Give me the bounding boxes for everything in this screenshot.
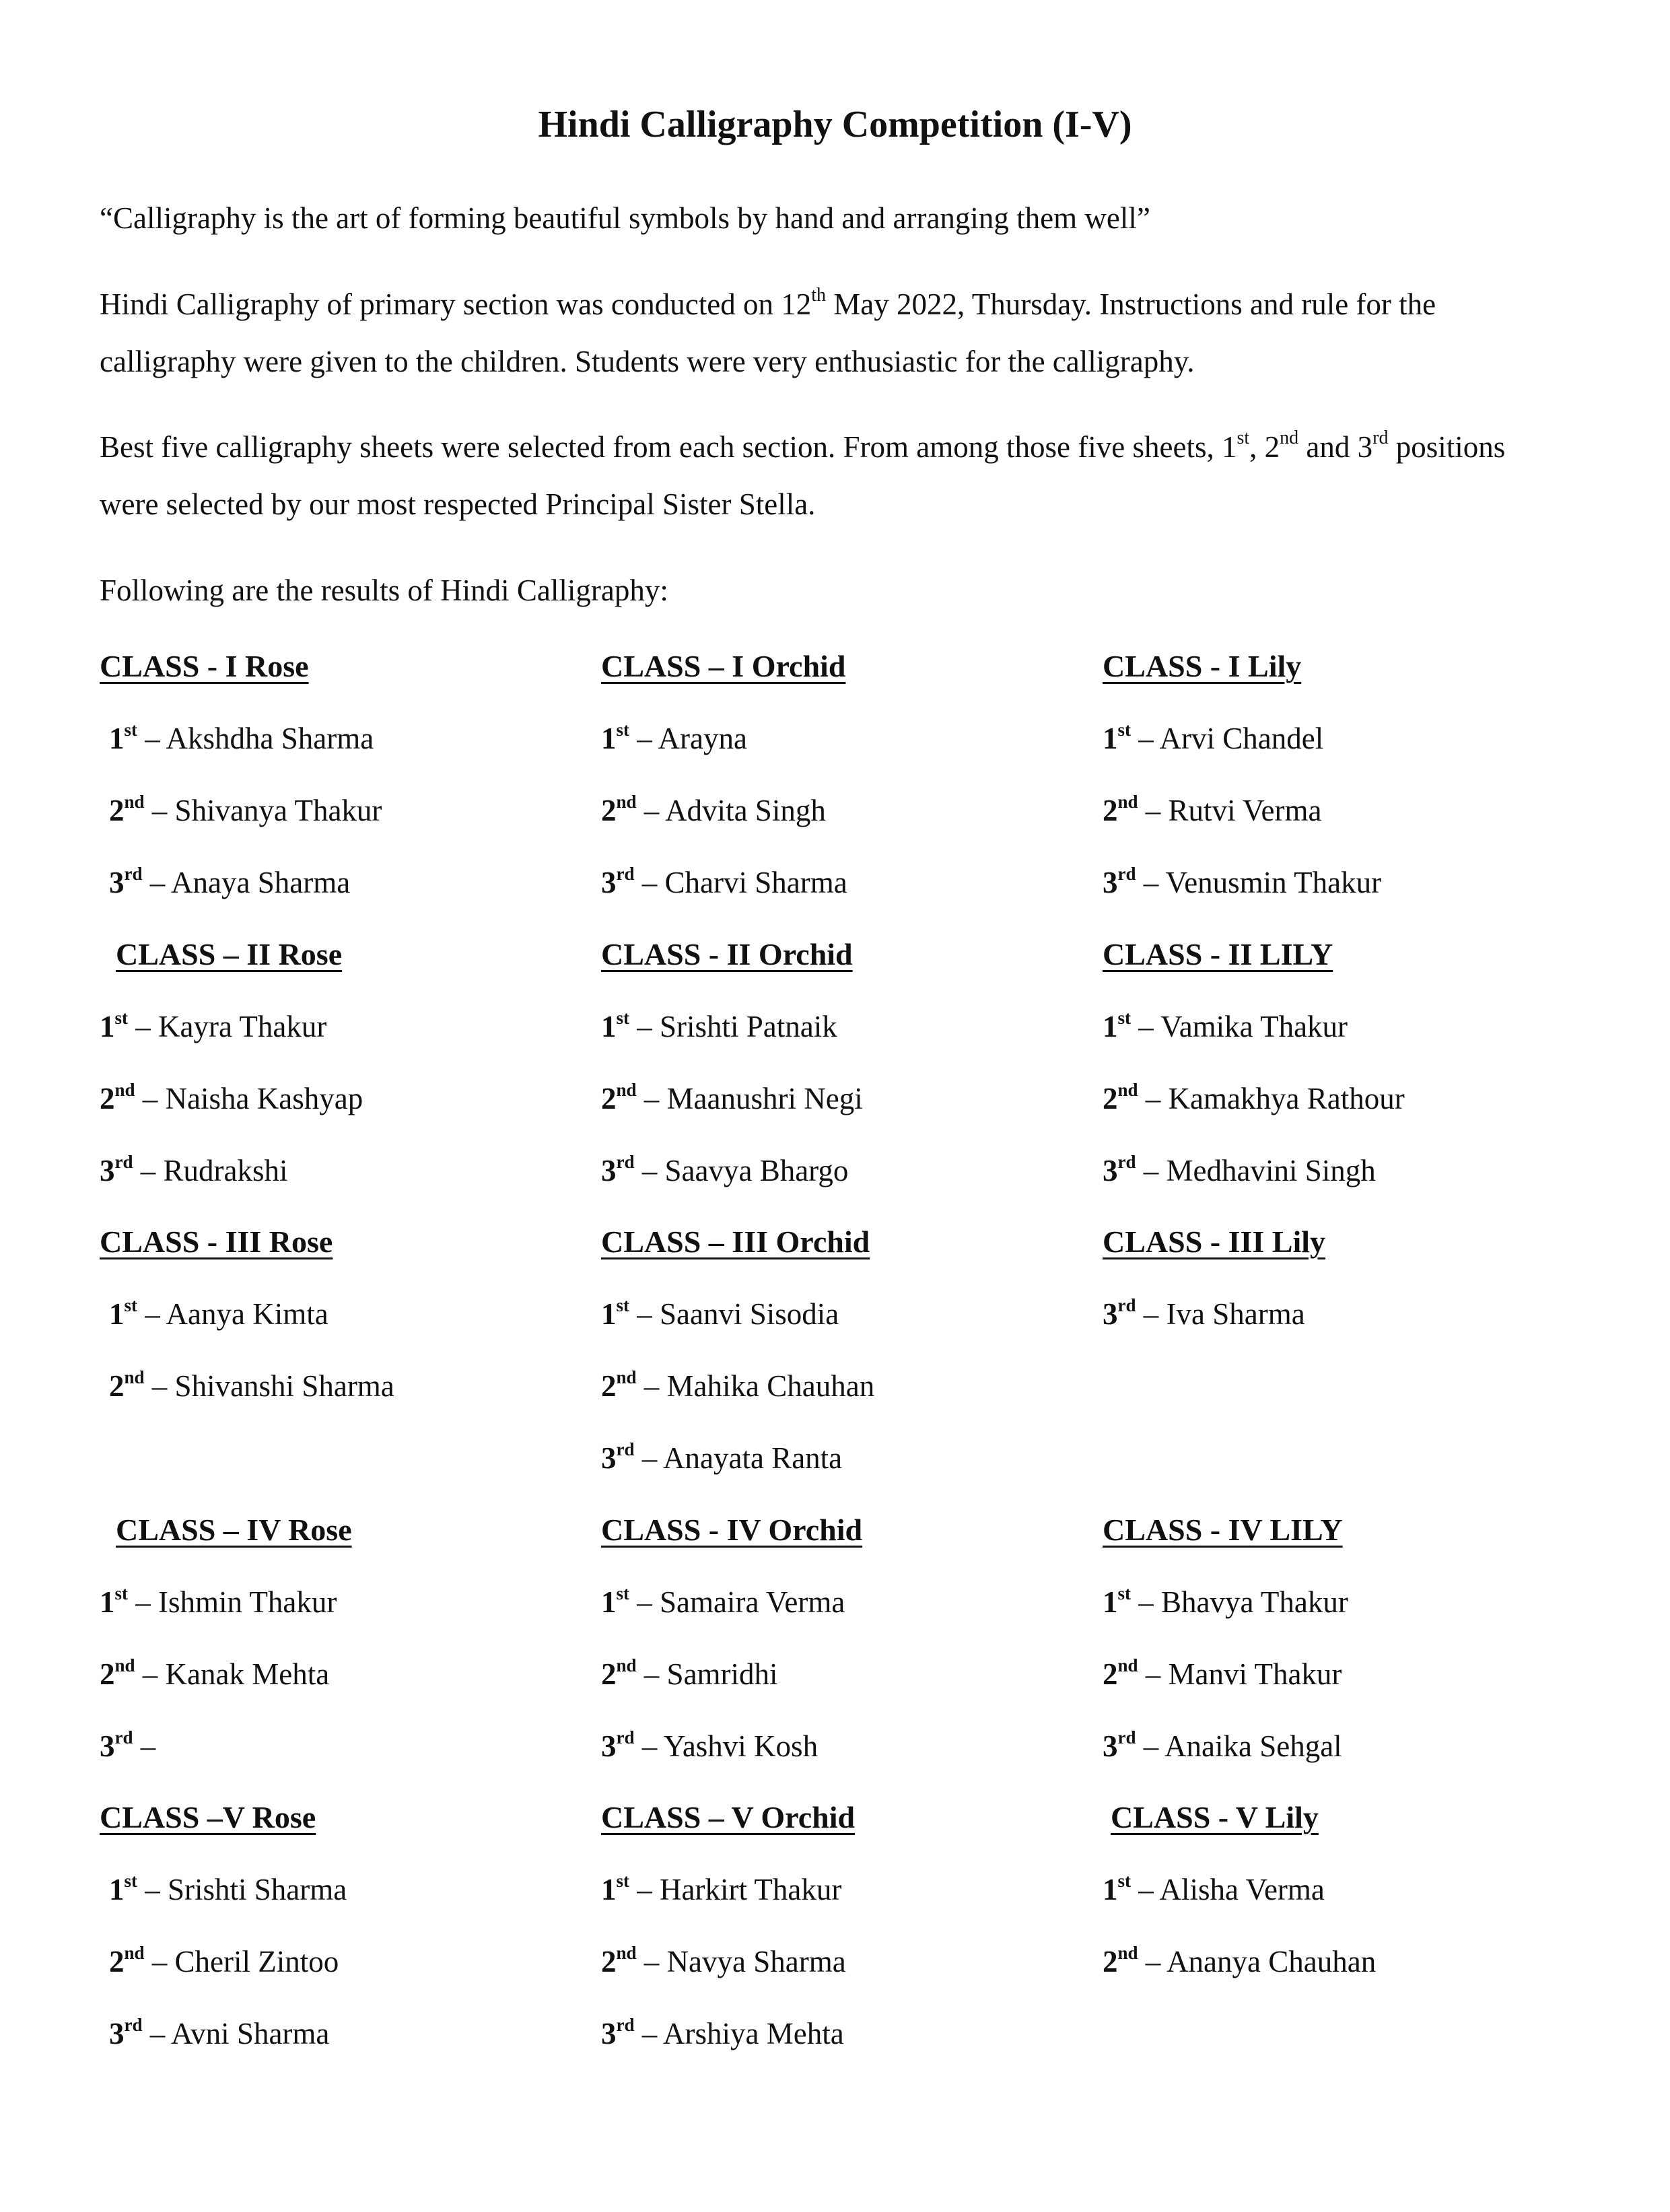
position-number: 2 (601, 794, 617, 827)
class-heading: CLASS - II Orchid (601, 937, 853, 971)
student-name: – Rudrakshi (140, 1154, 288, 1187)
position-suffix: nd (616, 1943, 637, 1963)
result-entry (601, 1000, 837, 1053)
selection-paragraph (100, 419, 1567, 533)
position-number: 1 (1103, 1873, 1118, 1906)
student-name: – Avni Sharma (149, 2017, 330, 2050)
student-name: – Iva Sharma (1143, 1297, 1305, 1331)
result-entry (1103, 1575, 1348, 1629)
student-name: – Manvi Thakur (1145, 1657, 1342, 1691)
third-suffix: rd (1372, 427, 1389, 448)
result-entry (601, 856, 847, 909)
selection-text-d: positions were selected by our most respected Principal Sister Stella. (100, 430, 1506, 521)
position-suffix: nd (114, 1655, 135, 1675)
position-suffix: rd (616, 864, 635, 884)
position-number: 2 (1103, 794, 1118, 827)
position-number: 1 (601, 1010, 617, 1043)
result-entry (1103, 1000, 1348, 1053)
position-number: 3 (601, 1729, 617, 1763)
student-name: – Saanvi Sisodia (637, 1297, 839, 1331)
result-entry (100, 1144, 288, 1198)
student-name: – Navya Sharma (643, 1945, 846, 1978)
position-number: 3 (1103, 1729, 1118, 1763)
result-entry (601, 1575, 845, 1629)
result-entry (109, 712, 374, 765)
student-name: – Harkirt Thakur (637, 1873, 842, 1906)
position-number: 1 (100, 1585, 115, 1619)
date-suffix: th (811, 285, 827, 306)
student-name: – Vamika Thakur (1138, 1010, 1348, 1043)
position-number: 2 (601, 1945, 617, 1978)
student-name: – Maanushri Negi (643, 1082, 863, 1115)
result-entry (109, 1935, 339, 1989)
student-name: – (140, 1729, 156, 1763)
position-suffix: rd (124, 2015, 143, 2035)
position-number: 2 (109, 794, 125, 827)
second-suffix: nd (1280, 427, 1299, 448)
position-number: 2 (1103, 1657, 1118, 1691)
position-suffix: rd (124, 864, 143, 884)
student-name: – Ananya Chauhan (1145, 1945, 1377, 1978)
result-entry (109, 1287, 328, 1341)
position-suffix: nd (616, 1367, 637, 1387)
student-name: – Shivanya Thakur (151, 794, 382, 827)
result-entry (100, 1575, 337, 1629)
position-suffix: st (616, 1008, 629, 1028)
position-suffix: rd (1117, 864, 1136, 884)
quote-paragraph: “Calligraphy is the art of forming beautiful symbols by hand and arranging them well” (100, 201, 1150, 235)
class-heading: CLASS - V Lily (1111, 1800, 1319, 1834)
result-entry (601, 1287, 839, 1341)
position-suffix: st (124, 1871, 137, 1891)
position-number: 1 (601, 1873, 617, 1906)
position-suffix: st (1117, 1008, 1131, 1028)
selection-text-b: , 2 (1249, 430, 1280, 464)
position-number: 1 (109, 1297, 125, 1331)
position-number: 1 (100, 1010, 115, 1043)
result-entry (109, 784, 382, 837)
class-heading: CLASS - IV Orchid (601, 1513, 863, 1547)
position-number: 1 (601, 722, 617, 755)
student-name: – Mahika Chauhan (643, 1369, 875, 1403)
position-number: 2 (601, 1082, 617, 1115)
position-number: 1 (109, 722, 125, 755)
class-heading: CLASS – III Orchid (601, 1224, 870, 1259)
result-entry (1103, 1144, 1376, 1198)
student-name: – Medhavini Singh (1143, 1154, 1376, 1187)
result-entry (1103, 1935, 1376, 1989)
position-number: 3 (601, 1154, 617, 1187)
position-number: 3 (601, 866, 617, 899)
position-number: 3 (601, 1441, 617, 1475)
position-number: 1 (601, 1585, 617, 1619)
position-number: 1 (1103, 1010, 1118, 1043)
position-number: 2 (100, 1657, 115, 1691)
class-heading: CLASS - I Rose (100, 649, 309, 683)
position-suffix: st (124, 720, 137, 740)
intro-paragraph (100, 276, 1567, 390)
student-name: – Anaika Sehgal (1143, 1729, 1342, 1763)
student-name: – Shivanshi Sharma (151, 1369, 394, 1403)
class-heading: CLASS - I Lily (1103, 649, 1302, 683)
result-entry (100, 1072, 363, 1126)
position-suffix: st (1117, 1871, 1131, 1891)
class-heading: CLASS –V Rose (100, 1800, 316, 1834)
student-name: – Kamakhya Rathour (1145, 1082, 1405, 1115)
student-name: – Alisha Verma (1138, 1873, 1325, 1906)
student-name: – Kanak Mehta (142, 1657, 330, 1691)
first-suffix: st (1237, 427, 1250, 448)
result-entry (601, 1935, 846, 1989)
student-name: – Anaya Sharma (149, 866, 351, 899)
position-suffix: nd (124, 1367, 145, 1387)
position-number: 1 (1103, 1585, 1118, 1619)
student-name: – Charvi Sharma (641, 866, 847, 899)
class-heading: CLASS - II LILY (1103, 937, 1333, 971)
position-number: 3 (1103, 866, 1118, 899)
student-name: – Samaira Verma (637, 1585, 845, 1619)
position-number: 3 (1103, 1154, 1118, 1187)
result-entry (601, 1359, 874, 1413)
result-entry (1103, 1072, 1405, 1126)
position-suffix: st (616, 1871, 629, 1891)
position-suffix: rd (1117, 1152, 1136, 1172)
result-entry (601, 1647, 778, 1701)
position-number: 1 (601, 1297, 617, 1331)
position-suffix: nd (1117, 1655, 1138, 1675)
position-number: 3 (1103, 1297, 1118, 1331)
selection-text-c: and 3 (1298, 430, 1373, 464)
student-name: – Srishti Patnaik (637, 1010, 837, 1043)
position-suffix: rd (616, 1727, 635, 1748)
position-suffix: st (114, 1008, 128, 1028)
intro-text-a: Hindi Calligraphy of primary section was conducted on 12 (100, 287, 812, 321)
result-entry (601, 1144, 848, 1198)
student-name: – Rutvi Verma (1145, 794, 1322, 827)
student-name: – Arvi Chandel (1138, 722, 1324, 755)
class-heading: CLASS - III Lily (1103, 1224, 1326, 1259)
position-number: 2 (1103, 1945, 1118, 1978)
position-number: 3 (601, 2017, 617, 2050)
result-entry (100, 1719, 155, 1773)
result-entry (1103, 856, 1381, 909)
result-entry (601, 1431, 842, 1485)
class-heading: CLASS – V Orchid (601, 1800, 856, 1834)
student-name: – Bhavya Thakur (1138, 1585, 1348, 1619)
position-number: 2 (109, 1369, 125, 1403)
class-heading: CLASS – IV Rose (116, 1513, 352, 1547)
result-entry (109, 856, 350, 909)
position-suffix: nd (616, 792, 637, 812)
student-name: – Saavya Bhargo (641, 1154, 849, 1187)
student-name: – Ishmin Thakur (135, 1585, 337, 1619)
position-suffix: rd (114, 1727, 133, 1748)
position-suffix: st (1117, 1583, 1131, 1603)
position-suffix: st (114, 1583, 128, 1603)
class-heading: CLASS - IV LILY (1103, 1513, 1343, 1547)
result-entry (109, 1863, 347, 1916)
position-number: 2 (100, 1082, 115, 1115)
student-name: – Advita Singh (643, 794, 826, 827)
position-number: 2 (1103, 1082, 1118, 1115)
position-suffix: rd (1117, 1295, 1136, 1315)
position-suffix: rd (114, 1152, 133, 1172)
position-suffix: st (124, 1295, 137, 1315)
student-name: – Akshdha Sharma (145, 722, 374, 755)
position-suffix: nd (616, 1655, 637, 1675)
student-name: – Cheril Zintoo (151, 1945, 339, 1978)
position-suffix: st (616, 720, 629, 740)
position-number: 1 (1103, 722, 1118, 755)
student-name: – Naisha Kashyap (142, 1082, 363, 1115)
position-suffix: st (1117, 720, 1131, 740)
class-heading: CLASS – II Rose (116, 937, 343, 971)
class-heading: CLASS - III Rose (100, 1224, 333, 1259)
result-entry (601, 1863, 841, 1916)
student-name: – Srishti Sharma (145, 1873, 347, 1906)
result-entry (601, 1072, 863, 1126)
position-number: 3 (100, 1154, 115, 1187)
result-entry (1103, 1863, 1325, 1916)
position-number: 2 (601, 1369, 617, 1403)
result-entry (100, 1000, 326, 1053)
document-title: Hindi Calligraphy Competition (I-V) (538, 104, 1132, 145)
position-suffix: nd (1117, 1080, 1138, 1100)
selection-text-a: Best five calligraphy sheets were selected from each section. From among those five sheets, 1 (100, 430, 1237, 464)
position-number: 3 (100, 1729, 115, 1763)
result-entry (1103, 1719, 1342, 1773)
position-number: 2 (601, 1657, 617, 1691)
position-suffix: rd (616, 1152, 635, 1172)
position-suffix: rd (616, 1439, 635, 1459)
result-entry (1103, 1647, 1342, 1701)
position-suffix: nd (124, 1943, 145, 1963)
position-suffix: rd (616, 2015, 635, 2035)
position-number: 2 (109, 1945, 125, 1978)
student-name: – Aanya Kimta (145, 1297, 328, 1331)
student-name: – Arayna (637, 722, 747, 755)
position-suffix: nd (114, 1080, 135, 1100)
student-name: – Arshiya Mehta (641, 2017, 844, 2050)
position-suffix: nd (1117, 792, 1138, 812)
student-name: – Venusmin Thakur (1143, 866, 1382, 899)
class-heading: CLASS – I Orchid (601, 649, 846, 683)
result-entry (601, 712, 747, 765)
position-number: 3 (109, 2017, 125, 2050)
student-name: – Samridhi (643, 1657, 778, 1691)
result-entry (100, 1647, 329, 1701)
result-entry (601, 2007, 844, 2061)
result-entry (109, 2007, 329, 2061)
result-entry (1103, 712, 1323, 765)
position-number: 3 (109, 866, 125, 899)
result-entry (1103, 1287, 1305, 1341)
result-entry (109, 1359, 394, 1413)
position-suffix: st (616, 1583, 629, 1603)
results-intro: Following are the results of Hindi Calligraphy: (100, 574, 668, 607)
result-entry (1103, 784, 1321, 837)
student-name: – Anayata Ranta (641, 1441, 843, 1475)
intro-text-b: May 2022, Thursday. Instructions and rule for the calligraphy were given to the children. Students were very enthusiastic for the calligraphy. (100, 287, 1436, 378)
position-number: 1 (109, 1873, 125, 1906)
student-name: – Kayra Thakur (135, 1010, 327, 1043)
position-suffix: st (616, 1295, 629, 1315)
position-suffix: rd (1117, 1727, 1136, 1748)
position-suffix: nd (1117, 1943, 1138, 1963)
position-suffix: nd (124, 792, 145, 812)
result-entry (601, 1719, 818, 1773)
position-suffix: nd (616, 1080, 637, 1100)
student-name: – Yashvi Kosh (641, 1729, 819, 1763)
result-entry (601, 784, 826, 837)
